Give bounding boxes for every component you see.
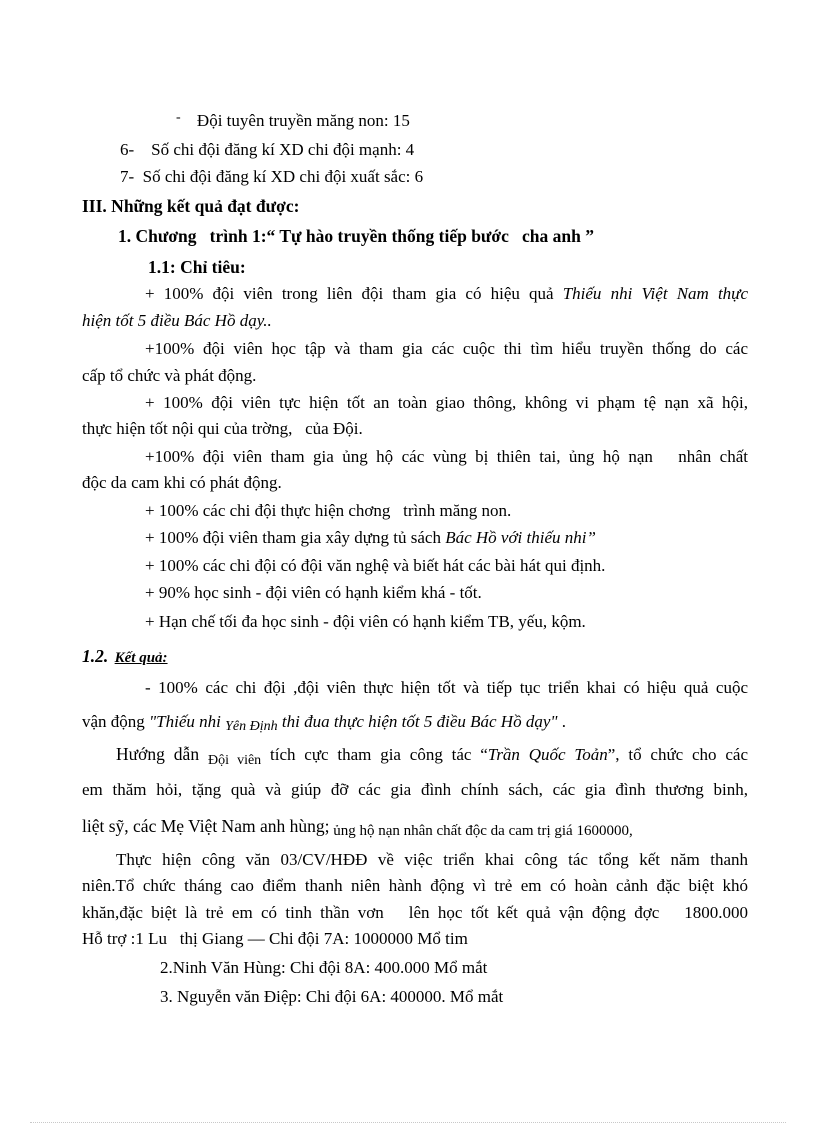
paragraph-line [82, 712, 566, 734]
section-heading-1-1: 1.1: Chỉ tiêu: [148, 257, 246, 277]
paragraph-line: thực hiện tốt nội qui của trờng, của Đội. [82, 419, 363, 438]
section-heading-III: III. Những kết quả đạt được: [82, 196, 300, 216]
text-run: em thăm hỏi, tặng quà và giúp đỡ các gia đình chính sách, các gia đình thương binh, [82, 780, 748, 799]
heading-label: Kết quả: [114, 650, 168, 666]
text-run: - 100% các chi đội ,đội viên thực hiện tốt và tiếp tục triển khai có hiệu quả cuộc [145, 678, 748, 697]
paragraph-line: + Hạn chế tối đa học sinh - đội viên có hạnh kiểm TB, yếu, kộm. [145, 612, 586, 631]
paragraph-line [145, 339, 748, 359]
text-run: khăn,đặc biệt là trẻ em có tinh thần vơn lên học tốt kết quả vận động đợc 1800.000 [82, 903, 748, 922]
text-run: Hướng dẫn [116, 744, 209, 764]
text-run: +100% đội viên học tập và tham gia các cuộc thi tìm hiểu truyền thống do các [145, 339, 748, 358]
paragraph-line [82, 284, 748, 304]
italic-run: thi đua thực hiện tốt 5 điều Bác Hồ dạy" [277, 712, 558, 731]
paragraph-line: + 100% các chi đội có đội văn nghệ và biết hát các bài hát qui định. [145, 556, 606, 575]
text-run: liệt sỹ, các Mẹ Việt Nam anh hùng; [82, 816, 330, 836]
paragraph-line: + 100% các chi đội thực hiện chơng trình măng non. [145, 501, 512, 520]
text-run: + 100% đội viên tham gia xây dựng tủ sách [145, 528, 446, 547]
italic-run: Bác Hồ với thiếu nhi” [445, 528, 596, 547]
italic-run: "Thiếu nhi [149, 712, 226, 731]
paragraph-line [82, 816, 633, 838]
paragraph-line: hiện tốt 5 điều Bác Hồ dạy.. [82, 311, 272, 330]
text-run: Đội viên [208, 753, 262, 768]
text-run: + 100% đội viên trong liên đội tham gia có hiệu quả [145, 284, 563, 303]
text-run: Thực hiện công văn 03/CV/HĐĐ về việc triển khai công tác tổng kết năm thanh [116, 850, 748, 869]
paragraph-line [145, 393, 748, 413]
text-run: niên.Tổ chức tháng cao điểm thanh niên hành động vì trẻ em có hoàn cảnh đặc biệt khó [82, 876, 748, 895]
paragraph-line [116, 850, 748, 870]
italic-run: Thiếu nhi Việt Nam thực [562, 284, 748, 303]
paragraph-line [145, 447, 748, 467]
list-item: 2.Ninh Văn Hùng: Chi đội 8A: 400.000 Mổ mắt [160, 958, 488, 977]
paragraph-line [82, 876, 748, 896]
heading-number: 1.2. [82, 646, 109, 666]
dash-marker: - [176, 110, 181, 125]
paragraph-line: + 90% học sinh - đội viên có hạnh kiểm khá - tốt. [145, 583, 482, 602]
list-item-doi-tuyen-truyen [176, 111, 410, 133]
text-run: + 100% đội viên tực hiện tốt an toàn giao thông, không vi phạm tệ nạn xã hội, [145, 393, 748, 412]
paragraph-line [145, 678, 748, 698]
list-item-6: 6- Số chi đội đăng kí XD chi đội mạnh: 4 [120, 140, 415, 159]
section-heading-1: 1. Chương trình 1:“ Tự hào truyền thống tiếp bước cha anh ” [118, 226, 594, 246]
text-run: ủng hộ nạn nhân chất độc da cam trị giá 1600000, [329, 823, 633, 839]
list-item-7: 7- Số chi đội đăng kí XD chi đội xuất sắc: 6 [120, 167, 424, 186]
paragraph-line [116, 744, 748, 767]
paragraph-line: cấp tổ chức và phát động. [82, 366, 257, 385]
paragraph-line: Hỗ trợ :1 Lu thị Giang — Chi đội 7A: 1000000 Mổ tim [82, 929, 468, 948]
paragraph-line: độc da cam khi có phát động. [82, 473, 282, 492]
list-item-text: Đội tuyên truyền măng non: 15 [196, 111, 410, 130]
italic-run: Yên Định [225, 719, 278, 734]
text-run: ”, tổ chức cho các [607, 745, 748, 764]
paragraph-line [82, 903, 748, 923]
text-run: +100% đội viên tham gia ủng hộ các vùng bị thiên tai, ủng hộ nạn nhân chất [145, 447, 748, 466]
text-run: vận động [82, 712, 150, 731]
section-heading-1-2 [82, 646, 168, 668]
italic-run: Trần Quốc Toản [487, 745, 608, 764]
text-run: . [557, 712, 567, 731]
list-item: 3. Nguyễn văn Điệp: Chi đội 6A: 400000. Mổ mắt [160, 987, 504, 1006]
text-run: tích cực tham gia công tác “ [261, 745, 488, 764]
paragraph-line [145, 528, 596, 548]
paragraph-line [82, 780, 748, 800]
